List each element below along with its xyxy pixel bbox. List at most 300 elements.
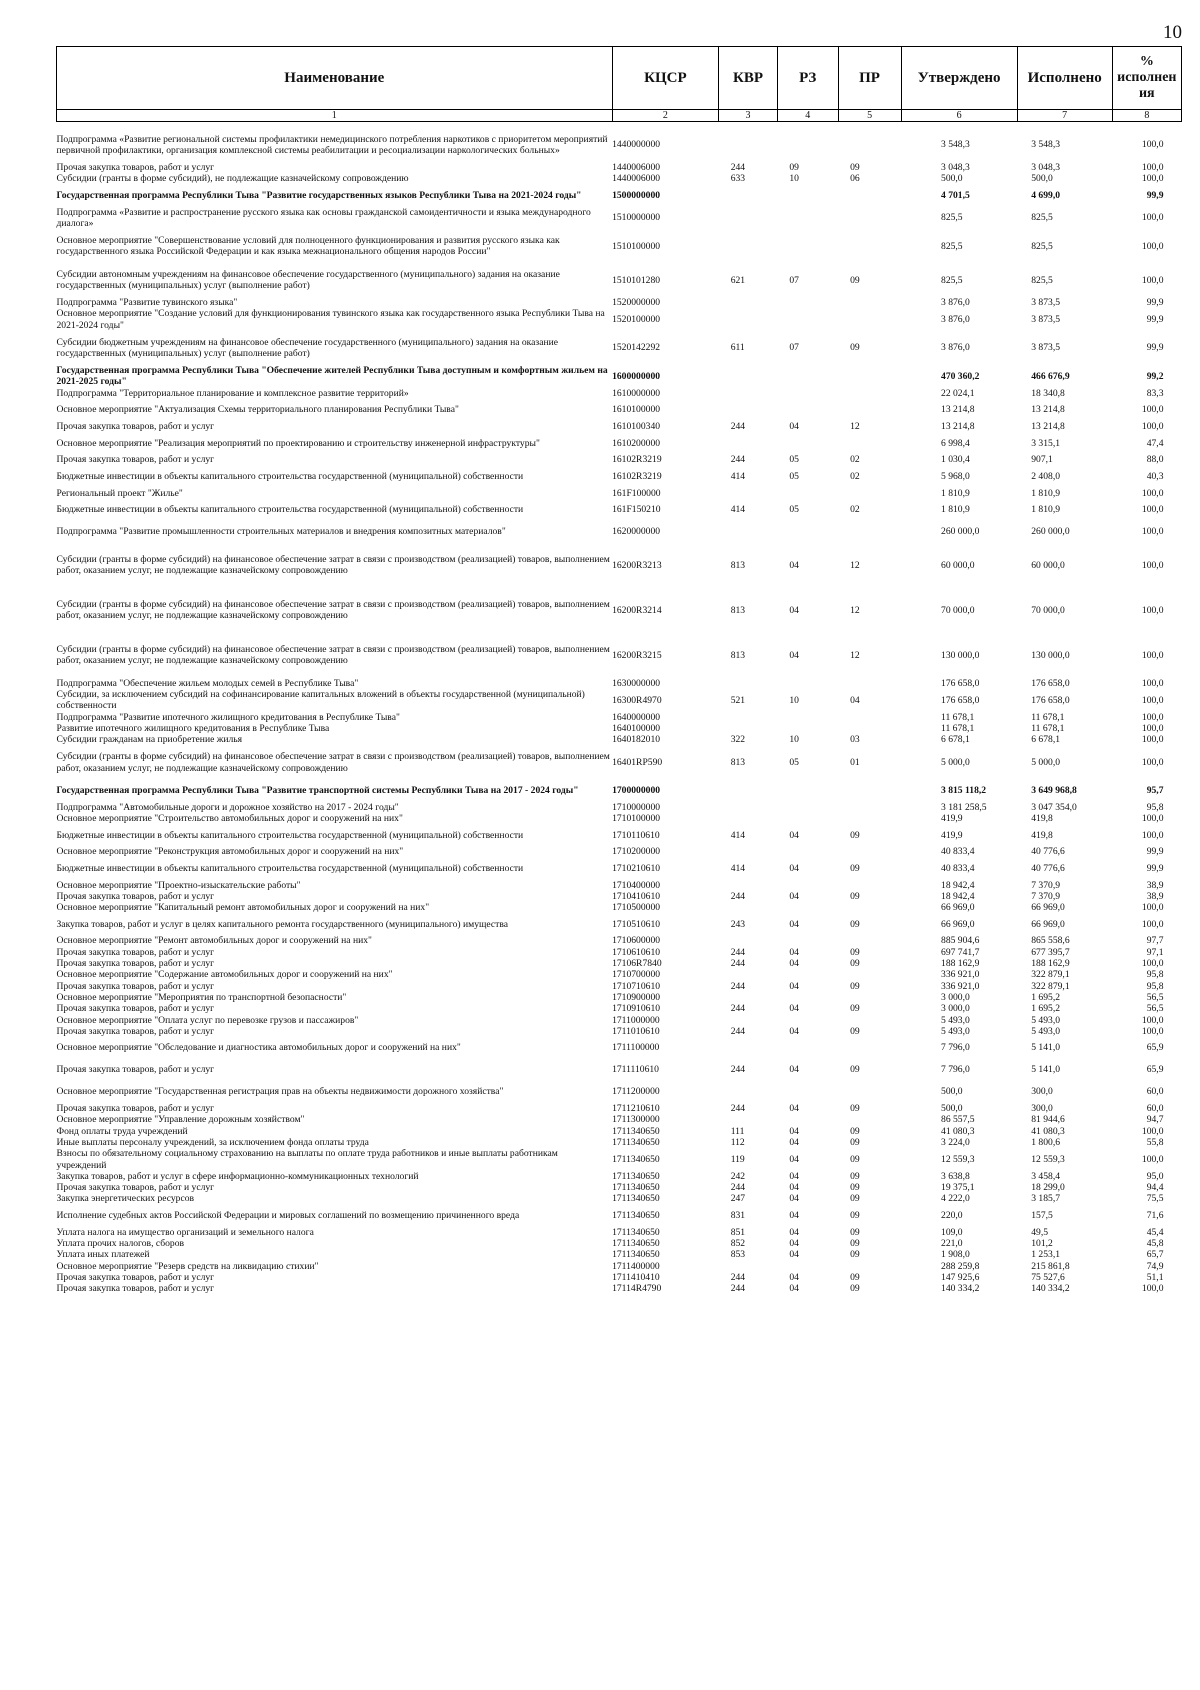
table-row bbox=[57, 466, 1182, 488]
row-kcsr: 1440006000 bbox=[612, 162, 661, 173]
row-kcsr: 1500000000 bbox=[612, 189, 661, 201]
table-row bbox=[57, 543, 1182, 588]
row-kvr: 244 bbox=[730, 454, 746, 466]
row-rz bbox=[777, 780, 838, 802]
budget-table-sheet bbox=[56, 46, 1182, 1295]
row-rz: 10 bbox=[789, 694, 799, 706]
row-kvr: 852 bbox=[730, 1238, 746, 1250]
row-approved: 4 701,5 bbox=[941, 189, 970, 201]
row-kvr: 244 bbox=[730, 1103, 746, 1115]
row-rz: 04 bbox=[789, 1210, 799, 1222]
row-approved: 130 000,0 bbox=[941, 649, 980, 661]
row-pr: 09 bbox=[850, 1238, 860, 1250]
row-approved: 500,0 bbox=[941, 1103, 963, 1115]
row-pr: 09 bbox=[850, 1064, 860, 1076]
row-rz bbox=[777, 678, 838, 689]
row-rz: 04 bbox=[789, 1170, 799, 1182]
row-approved: 176 658,0 bbox=[941, 694, 980, 706]
row-name: Прочая закупка товаров, работ и услуг bbox=[56, 1103, 215, 1115]
row-percent: 100,0 bbox=[1141, 240, 1164, 252]
row-percent: 97,1 bbox=[1146, 946, 1164, 958]
row-percent: 97,7 bbox=[1146, 935, 1164, 947]
row-percent: 100,0 bbox=[1141, 212, 1164, 224]
row-pr: 12 bbox=[850, 420, 860, 432]
table-row bbox=[57, 880, 1182, 891]
row-kvr: 813 bbox=[730, 649, 746, 661]
row-rz: 04 bbox=[789, 1064, 799, 1076]
row-executed: 1 695,2 bbox=[1031, 991, 1061, 1003]
row-percent: 51,1 bbox=[1146, 1271, 1164, 1283]
row-kvr: 851 bbox=[730, 1226, 746, 1238]
row-executed: 300,0 bbox=[1031, 1086, 1053, 1098]
row-name: Прочая закупка товаров, работ и услуг bbox=[56, 454, 215, 466]
row-pr bbox=[838, 521, 901, 543]
row-kvr bbox=[719, 399, 778, 421]
header-kcsr: КЦСР bbox=[612, 47, 719, 110]
row-rz bbox=[777, 388, 838, 399]
row-name: Основное мероприятие "Совершенствование условий для полноценного функционирования и развития русского языка как государственного языка Российской Федерации и как языка межнационального общения народов России" bbox=[56, 234, 560, 258]
row-executed: 215 861,8 bbox=[1031, 1260, 1070, 1272]
row-executed: 1 253,1 bbox=[1031, 1249, 1061, 1261]
row-percent: 100,0 bbox=[1141, 734, 1164, 746]
row-pr: 09 bbox=[850, 1283, 860, 1295]
row-pr bbox=[838, 1261, 901, 1272]
row-name: Закупка энергетических ресурсов bbox=[56, 1193, 195, 1205]
row-approved: 825,5 bbox=[941, 212, 963, 224]
row-kcsr: 161F100000 bbox=[612, 487, 661, 499]
row-kcsr: 1710600000 bbox=[612, 935, 661, 947]
row-name: Основное мероприятие "Строительство автомобильных дорог и сооружений на них" bbox=[56, 812, 403, 824]
row-name: Основное мероприятие "Обследование и диагностика автомобильных дорог и сооружений на них" bbox=[56, 1042, 461, 1054]
row-kcsr: 1440000000 bbox=[612, 139, 661, 151]
row-rz: 04 bbox=[789, 958, 799, 970]
row-kcsr: 1520100000 bbox=[612, 314, 661, 326]
row-pr: 09 bbox=[850, 946, 860, 958]
row-approved: 5 000,0 bbox=[941, 756, 970, 768]
row-percent: 99,2 bbox=[1146, 370, 1164, 382]
table-row bbox=[57, 858, 1182, 880]
row-pr bbox=[838, 185, 901, 207]
row-pr bbox=[838, 297, 901, 308]
row-executed: 11 678,1 bbox=[1031, 711, 1065, 723]
row-percent: 99,9 bbox=[1146, 314, 1164, 326]
row-name: Прочая закупка товаров, работ и услуг bbox=[56, 1003, 215, 1015]
row-percent: 100,0 bbox=[1141, 829, 1164, 841]
row-name: Субсидии (гранты в форме субсидий), не подлежащие казначейскому сопровождению bbox=[56, 173, 409, 185]
row-percent: 100,0 bbox=[1141, 902, 1164, 914]
row-pr bbox=[838, 128, 901, 162]
row-pr: 09 bbox=[850, 980, 860, 992]
row-rz: 04 bbox=[789, 649, 799, 661]
row-name: Региональный проект "Жилье" bbox=[56, 487, 183, 499]
row-kcsr: 1710110610 bbox=[612, 829, 660, 841]
row-percent: 47,4 bbox=[1146, 437, 1164, 449]
row-rz: 04 bbox=[789, 890, 799, 902]
row-kvr: 521 bbox=[730, 694, 746, 706]
row-name: Прочая закупка товаров, работ и услуг bbox=[56, 1182, 215, 1194]
table-body bbox=[57, 122, 1182, 1295]
row-kvr: 611 bbox=[730, 342, 745, 354]
row-kvr: 633 bbox=[730, 173, 746, 185]
row-pr bbox=[838, 399, 901, 421]
table-row bbox=[57, 185, 1182, 207]
row-kvr: 813 bbox=[730, 756, 746, 768]
column-number: 1 bbox=[57, 110, 613, 122]
table-row bbox=[57, 947, 1182, 958]
row-percent: 71,6 bbox=[1146, 1210, 1164, 1222]
column-number: 8 bbox=[1112, 110, 1181, 122]
row-kcsr: 16102R3219 bbox=[612, 470, 662, 482]
row-rz: 05 bbox=[789, 470, 799, 482]
table-row bbox=[57, 633, 1182, 678]
row-percent: 60,0 bbox=[1146, 1086, 1164, 1098]
table-row bbox=[57, 1193, 1182, 1204]
row-executed: 5 141,0 bbox=[1031, 1064, 1061, 1076]
row-pr bbox=[838, 1114, 901, 1125]
row-kvr: 831 bbox=[730, 1210, 746, 1222]
row-percent: 94,4 bbox=[1146, 1182, 1164, 1194]
table-row bbox=[57, 399, 1182, 421]
row-percent: 100,0 bbox=[1141, 274, 1164, 286]
row-executed: 419,8 bbox=[1031, 829, 1053, 841]
table-row bbox=[57, 1081, 1182, 1103]
row-percent: 99,9 bbox=[1146, 189, 1164, 201]
row-rz bbox=[777, 902, 838, 913]
row-kvr: 244 bbox=[730, 1064, 746, 1076]
row-approved: 697 741,7 bbox=[941, 946, 980, 958]
row-kcsr: 1710500000 bbox=[612, 902, 661, 914]
row-kvr: 621 bbox=[730, 274, 746, 286]
row-kcsr: 1711000000 bbox=[612, 1014, 660, 1026]
row-rz: 07 bbox=[789, 274, 799, 286]
row-kcsr: 1711340650 bbox=[612, 1182, 660, 1194]
row-name: Государственная программа Республики Тыва "Развитие транспортной системы Республики Тыва на 2017 - 2024 годы" bbox=[56, 784, 579, 796]
row-executed: 3 649 968,8 bbox=[1031, 784, 1077, 796]
row-kvr: 247 bbox=[730, 1193, 746, 1205]
row-kcsr: 1610100340 bbox=[612, 420, 661, 432]
row-rz bbox=[777, 935, 838, 946]
row-kvr bbox=[719, 207, 778, 230]
row-executed: 3 548,3 bbox=[1031, 139, 1061, 151]
row-pr bbox=[838, 1015, 901, 1026]
row-pr bbox=[838, 902, 901, 913]
row-kvr: 414 bbox=[730, 504, 746, 516]
table-row bbox=[57, 1059, 1182, 1081]
row-name: Субсидии (гранты в форме субсидий) на финансовое обеспечение затрат в связи с производством (реализацией) товаров, выполнением работ, оказанием услуг, не подлежащие казначейскому сопровождению bbox=[56, 554, 610, 577]
row-kcsr: 1710510610 bbox=[612, 918, 661, 930]
row-name: Основное мероприятие "Актуализация Схемы территориального планирования Республики Тыва" bbox=[56, 404, 459, 416]
row-pr: 09 bbox=[850, 1182, 860, 1194]
row-approved: 41 080,3 bbox=[941, 1125, 975, 1137]
row-percent: 95,8 bbox=[1146, 969, 1164, 981]
row-percent: 65,9 bbox=[1146, 1064, 1164, 1076]
table-row bbox=[57, 229, 1182, 263]
row-kcsr: 1710200000 bbox=[612, 846, 661, 858]
row-percent: 99,9 bbox=[1146, 862, 1164, 874]
row-kcsr: 1711100000 bbox=[612, 1042, 660, 1054]
table-row bbox=[57, 365, 1182, 388]
row-kcsr: 161F150210 bbox=[612, 504, 661, 516]
row-percent: 65,7 bbox=[1146, 1249, 1164, 1261]
row-executed: 176 658,0 bbox=[1031, 677, 1070, 689]
row-kcsr: 1711410410 bbox=[612, 1271, 660, 1283]
row-kcsr: 1710210610 bbox=[612, 862, 661, 874]
row-rz: 04 bbox=[789, 1136, 799, 1148]
row-pr: 09 bbox=[850, 829, 860, 841]
row-pr: 06 bbox=[850, 173, 860, 185]
header-name: Наименование bbox=[57, 47, 613, 110]
row-name: Подпрограмма "Обеспечение жильем молодых семей в Республике Тыва" bbox=[56, 677, 359, 689]
row-percent: 100,0 bbox=[1141, 694, 1164, 706]
row-name: Подпрограмма "Автомобильные дороги и дорожное хозяйство на 2017 - 2024 годы" bbox=[56, 801, 399, 813]
row-kcsr: 1710710610 bbox=[612, 980, 661, 992]
row-executed: 3 458,4 bbox=[1031, 1170, 1061, 1182]
row-pr: 09 bbox=[850, 890, 860, 902]
row-executed: 66 969,0 bbox=[1031, 902, 1065, 914]
row-kcsr: 1711010610 bbox=[612, 1025, 660, 1037]
table-row bbox=[57, 1026, 1182, 1037]
row-executed: 18 340,8 bbox=[1031, 387, 1065, 399]
row-executed: 13 214,8 bbox=[1031, 404, 1065, 416]
row-rz bbox=[777, 229, 838, 263]
table-row bbox=[57, 1037, 1182, 1059]
row-kcsr: 1711210610 bbox=[612, 1103, 660, 1115]
table-row bbox=[57, 1137, 1182, 1148]
row-name: Основное мероприятие "Управление дорожным хозяйством" bbox=[56, 1114, 305, 1126]
row-rz: 04 bbox=[789, 1283, 799, 1295]
row-rz: 04 bbox=[789, 918, 799, 930]
header-executed: Исполнено bbox=[1017, 47, 1112, 110]
row-executed: 66 969,0 bbox=[1031, 918, 1065, 930]
row-approved: 5 493,0 bbox=[941, 1014, 970, 1026]
row-approved: 3 876,0 bbox=[941, 342, 970, 354]
table-row bbox=[57, 846, 1182, 857]
row-percent: 100,0 bbox=[1141, 420, 1164, 432]
row-kvr: 244 bbox=[730, 1003, 746, 1015]
table-row bbox=[57, 421, 1182, 432]
row-kcsr: 1640182010 bbox=[612, 734, 661, 746]
table-row bbox=[57, 746, 1182, 780]
row-pr: 02 bbox=[850, 504, 860, 516]
row-approved: 13 214,8 bbox=[941, 404, 975, 416]
row-kvr: 119 bbox=[730, 1153, 745, 1165]
row-percent: 56,5 bbox=[1146, 1003, 1164, 1015]
row-percent: 100,0 bbox=[1141, 487, 1164, 499]
row-percent: 95,7 bbox=[1146, 784, 1164, 796]
row-pr: 09 bbox=[850, 1025, 860, 1037]
table-row bbox=[57, 992, 1182, 1003]
row-kcsr: 16102R3219 bbox=[612, 454, 662, 466]
row-kvr bbox=[719, 521, 778, 543]
row-executed: 2 408,0 bbox=[1031, 470, 1061, 482]
row-rz bbox=[777, 1037, 838, 1059]
row-kvr bbox=[719, 678, 778, 689]
row-executed: 4 699,0 bbox=[1031, 189, 1061, 201]
header-percent: % исполнен ия bbox=[1112, 47, 1181, 110]
row-rz bbox=[777, 846, 838, 857]
header-rz: РЗ bbox=[777, 47, 838, 110]
row-kvr: 242 bbox=[730, 1170, 746, 1182]
row-pr bbox=[838, 388, 901, 399]
table-row bbox=[57, 488, 1182, 499]
row-name: Закупка товаров, работ и услуг в целях капитального ремонта государственного (муниципального) имущества bbox=[56, 918, 509, 930]
row-name: Прочая закупка товаров, работ и услуг bbox=[56, 1283, 215, 1295]
row-pr: 09 bbox=[850, 162, 860, 173]
table-row bbox=[57, 723, 1182, 734]
table-row bbox=[57, 388, 1182, 399]
row-kvr: 243 bbox=[730, 918, 746, 930]
row-pr bbox=[838, 432, 901, 454]
row-approved: 12 559,3 bbox=[941, 1153, 975, 1165]
row-kvr: 414 bbox=[730, 829, 746, 841]
row-kcsr: 1711200000 bbox=[612, 1086, 660, 1098]
row-executed: 130 000,0 bbox=[1031, 649, 1070, 661]
row-name: Прочая закупка товаров, работ и услуг bbox=[56, 420, 215, 432]
row-approved: 86 557,5 bbox=[941, 1114, 975, 1126]
row-percent: 95,8 bbox=[1146, 980, 1164, 992]
row-rz: 09 bbox=[789, 162, 799, 173]
row-percent: 100,0 bbox=[1141, 1153, 1164, 1165]
table-row bbox=[57, 297, 1182, 308]
row-percent: 65,9 bbox=[1146, 1042, 1164, 1054]
row-pr bbox=[838, 723, 901, 734]
row-name: Основное мероприятие "Реализация мероприятий по проектированию и строительству инженерной инфраструктуры" bbox=[56, 437, 540, 449]
row-name: Прочая закупка товаров, работ и услуг bbox=[56, 946, 215, 958]
row-percent: 100,0 bbox=[1141, 139, 1164, 151]
row-pr bbox=[838, 229, 901, 263]
table-row bbox=[57, 331, 1182, 365]
table-row bbox=[57, 308, 1182, 331]
row-executed: 140 334,2 bbox=[1031, 1283, 1070, 1295]
row-executed: 60 000,0 bbox=[1031, 559, 1065, 571]
row-name: Основное мероприятие "Государственная регистрация прав на объекты недвижимости дорожного хозяйства" bbox=[56, 1086, 504, 1098]
row-pr: 09 bbox=[850, 1249, 860, 1261]
row-kvr: 813 bbox=[730, 559, 746, 571]
table-row bbox=[57, 1103, 1182, 1114]
row-executed: 865 558,6 bbox=[1031, 935, 1070, 947]
row-approved: 1 810,9 bbox=[941, 504, 970, 516]
row-pr bbox=[838, 935, 901, 946]
table-row bbox=[57, 813, 1182, 824]
row-name: Субсидии автономным учреждениям на финансовое обеспечение государственного (муниципального) задания на оказание государственных (муниципальных) услуг (выполнение работ) bbox=[56, 268, 560, 292]
row-rz bbox=[777, 880, 838, 891]
row-approved: 221,0 bbox=[941, 1238, 963, 1250]
row-executed: 13 214,8 bbox=[1031, 420, 1065, 432]
row-kcsr: 1510101280 bbox=[612, 274, 661, 286]
row-executed: 5 141,0 bbox=[1031, 1042, 1061, 1054]
row-executed: 3 873,5 bbox=[1031, 342, 1061, 354]
row-approved: 109,0 bbox=[941, 1226, 963, 1238]
row-kcsr: 16200R3213 bbox=[612, 559, 662, 571]
row-name: Прочая закупка товаров, работ и услуг bbox=[56, 890, 215, 902]
row-name: Основное мероприятие "Проектно-изыскательские работы" bbox=[56, 879, 301, 891]
table-row bbox=[57, 1227, 1182, 1238]
row-pr: 09 bbox=[850, 918, 860, 930]
row-kcsr: 1711300000 bbox=[612, 1114, 660, 1126]
column-number: 6 bbox=[901, 110, 1017, 122]
row-kcsr: 1710400000 bbox=[612, 879, 661, 891]
row-name: Основное мероприятие "Мероприятия по транспортной безопасности" bbox=[56, 991, 347, 1003]
row-rz: 04 bbox=[789, 559, 799, 571]
row-approved: 3 000,0 bbox=[941, 1003, 970, 1015]
row-executed: 81 944,6 bbox=[1031, 1114, 1065, 1126]
header-pr: ПР bbox=[838, 47, 901, 110]
row-approved: 6 678,1 bbox=[941, 734, 970, 746]
table-row bbox=[57, 891, 1182, 902]
row-kvr: 244 bbox=[730, 162, 746, 173]
row-percent: 100,0 bbox=[1141, 1014, 1164, 1026]
row-name: Прочая закупка товаров, работ и услуг bbox=[56, 1025, 215, 1037]
row-name: Основное мероприятие "Оплата услуг по перевозке грузов и пассажиров" bbox=[56, 1014, 359, 1026]
row-pr: 02 bbox=[850, 454, 860, 466]
row-executed: 70 000,0 bbox=[1031, 604, 1065, 616]
row-name: Прочая закупка товаров, работ и услуг bbox=[56, 162, 215, 173]
row-rz bbox=[777, 297, 838, 308]
row-kcsr: 1711340650 bbox=[612, 1136, 660, 1148]
row-pr: 09 bbox=[850, 862, 860, 874]
row-approved: 40 833,4 bbox=[941, 846, 975, 858]
row-rz: 04 bbox=[789, 1226, 799, 1238]
column-number-row bbox=[57, 110, 1182, 122]
row-rz bbox=[777, 128, 838, 162]
row-percent: 56,5 bbox=[1146, 991, 1164, 1003]
column-number: 5 bbox=[838, 110, 901, 122]
row-name: Прочая закупка товаров, работ и услуг bbox=[56, 980, 215, 992]
row-kvr: 244 bbox=[730, 1182, 746, 1194]
row-approved: 147 925,6 bbox=[941, 1271, 980, 1283]
row-rz: 04 bbox=[789, 1238, 799, 1250]
row-approved: 336 921,0 bbox=[941, 969, 980, 981]
row-kcsr: 17106R7840 bbox=[612, 958, 662, 970]
row-rz bbox=[777, 1015, 838, 1026]
row-approved: 825,5 bbox=[941, 240, 963, 252]
row-rz: 04 bbox=[789, 1182, 799, 1194]
row-percent: 38,9 bbox=[1146, 890, 1164, 902]
row-rz: 04 bbox=[789, 980, 799, 992]
row-approved: 3 638,8 bbox=[941, 1170, 970, 1182]
row-kvr: 112 bbox=[730, 1136, 745, 1148]
row-percent: 99,9 bbox=[1146, 297, 1164, 309]
row-kcsr: 1711340650 bbox=[612, 1226, 660, 1238]
table-row bbox=[57, 1238, 1182, 1249]
row-kcsr: 1710700000 bbox=[612, 969, 661, 981]
row-name: Основное мероприятие "Резерв средств на ликвидацию стихии" bbox=[56, 1260, 319, 1272]
row-pr bbox=[838, 712, 901, 723]
row-kcsr: 1710910610 bbox=[612, 1003, 661, 1015]
row-name: Государственная программа Республики Тыва "Обеспечение жителей Республики Тыва доступным и комфортным жильем на 2021-2025 годы" bbox=[56, 365, 608, 388]
row-rz bbox=[777, 1261, 838, 1272]
row-executed: 3 873,5 bbox=[1031, 297, 1061, 309]
row-kvr bbox=[719, 432, 778, 454]
row-percent: 55,8 bbox=[1146, 1136, 1164, 1148]
row-rz: 04 bbox=[789, 862, 799, 874]
row-approved: 18 942,4 bbox=[941, 890, 975, 902]
row-pr bbox=[838, 488, 901, 499]
row-kcsr: 1600000000 bbox=[612, 370, 661, 382]
table-row bbox=[57, 734, 1182, 745]
row-executed: 260 000,0 bbox=[1031, 526, 1070, 538]
row-name: Государственная программа Республики Тыва "Развитие государственных языков Республики Тыва на 2021-2024 годы" bbox=[56, 189, 582, 201]
row-kvr bbox=[719, 1114, 778, 1125]
column-number: 7 bbox=[1017, 110, 1112, 122]
row-rz: 04 bbox=[789, 829, 799, 841]
row-pr: 09 bbox=[850, 1153, 860, 1165]
row-rz: 10 bbox=[789, 734, 799, 746]
row-pr: 04 bbox=[850, 694, 860, 706]
row-rz: 04 bbox=[789, 1153, 799, 1165]
page-number: 10 bbox=[1163, 22, 1182, 43]
row-rz bbox=[777, 723, 838, 734]
